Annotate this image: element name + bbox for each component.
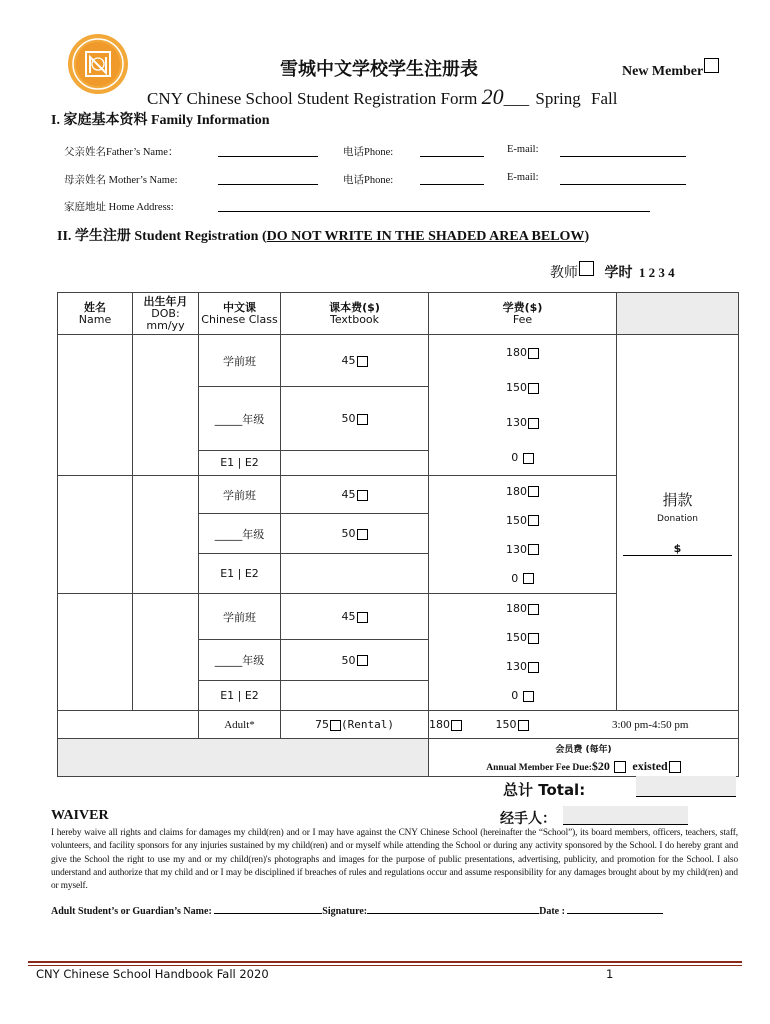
student1-book-50[interactable] — [281, 387, 429, 451]
donation-currency: $ — [673, 542, 682, 555]
fee-value: 180 — [506, 602, 527, 615]
fee-checkbox[interactable] — [528, 486, 539, 497]
handler-field[interactable] — [563, 806, 688, 825]
member-fee-cn: 会员费 (每年) — [555, 744, 612, 755]
student3-fee-0[interactable] — [429, 689, 616, 702]
address-field[interactable] — [218, 211, 650, 212]
student3-fee-130[interactable] — [429, 660, 616, 673]
form-year-blank[interactable]: ___ — [503, 89, 530, 108]
student3-book-45-checkbox[interactable] — [357, 612, 368, 623]
member-fee-line — [429, 759, 738, 774]
student2-book-blank — [281, 554, 429, 594]
fee-checkbox[interactable] — [528, 515, 539, 526]
member-fee-cell — [429, 739, 739, 777]
header-class — [199, 293, 281, 335]
fee-checkbox[interactable] — [523, 573, 534, 584]
spring-option[interactable]: Spring — [535, 89, 581, 108]
teacher-hours-row — [550, 261, 675, 282]
header-name-en: Name — [78, 312, 112, 326]
header-class-en: Chinese Class — [201, 312, 278, 326]
student3-book-45-value: 45 — [341, 610, 356, 624]
fee-value: 130 — [506, 542, 527, 556]
father-phone-label: 电话Phone: — [343, 147, 394, 158]
fee-value: 150 — [506, 631, 527, 644]
adult-rental-label: (Rental) — [341, 718, 394, 731]
member-fee-row — [58, 739, 739, 777]
signature-line: Adult Student’s or Guardian’s Name: Signature: Date : — [51, 906, 663, 917]
donation-en: Donation — [657, 514, 698, 524]
signature-label: Signature — [322, 906, 364, 917]
student1-book-45-checkbox[interactable] — [357, 356, 368, 367]
fall-option[interactable]: Fall — [590, 89, 618, 108]
adult-fee-cell — [429, 711, 739, 739]
donation-amount-line[interactable] — [623, 542, 732, 556]
student2-dob-cell[interactable] — [133, 476, 199, 594]
student1-book-blank — [281, 450, 429, 475]
member-fee-label: Annual Member Fee Due: — [486, 762, 592, 773]
total-shaded-box[interactable] — [636, 776, 736, 797]
total-label: 总计 Total: — [503, 781, 586, 799]
adult-label: Adult* — [199, 711, 281, 739]
father-email-field[interactable] — [560, 156, 686, 157]
student2-book-50-value: 50 — [341, 527, 356, 540]
signature-field[interactable] — [367, 913, 539, 914]
student3-class-e1e2[interactable]: E1 | E2 — [199, 680, 281, 710]
new-member-label — [622, 58, 719, 80]
fee-value: 0 — [511, 451, 519, 464]
mother-email-label: E-mail: — [507, 172, 539, 183]
student1-book-50-checkbox[interactable] — [357, 414, 368, 425]
father-name-field[interactable] — [218, 156, 318, 157]
adult-time: 3:00 pm-4:50 pm — [612, 719, 689, 731]
student1-class-grade[interactable]: _____年级 — [199, 387, 281, 451]
header-textbook-en: Textbook — [329, 312, 380, 326]
student2-fee-0[interactable] — [429, 572, 616, 585]
adult-rental-cell[interactable] — [281, 711, 429, 739]
student2-fee-cell — [429, 476, 617, 594]
new-member-checkbox[interactable] — [704, 58, 719, 73]
header-dob-en: DOB: — [151, 306, 180, 320]
father-label: 父亲姓名Father’s Name： — [64, 147, 179, 158]
new-member-text: New Member — [622, 64, 704, 79]
footer-page-number: 1 — [606, 967, 614, 981]
teacher-checkbox[interactable] — [579, 261, 594, 276]
adult-fee2-value: 150 — [495, 718, 517, 731]
student1-fee-130[interactable] — [429, 416, 616, 429]
form-title-text: CNY Chinese School Student Registration Form — [147, 89, 478, 108]
footer-rule-thin — [28, 965, 742, 966]
adult-fee1-checkbox[interactable] — [451, 720, 462, 731]
student3-name-cell[interactable] — [58, 594, 133, 711]
header-textbook — [281, 293, 429, 335]
handler-label: 经手人： — [500, 811, 556, 827]
member-existed-checkbox[interactable] — [669, 761, 681, 773]
adult-fee2-checkbox[interactable] — [518, 720, 529, 731]
adult-rental-price: 75 — [315, 718, 329, 731]
date-field[interactable] — [567, 913, 663, 914]
header-name-cn: 姓名 — [84, 300, 106, 314]
header-shaded — [617, 293, 739, 335]
student3-book-blank — [281, 680, 429, 710]
donation-cn: 捐款 — [662, 491, 693, 509]
fee-value: 180 — [506, 346, 527, 359]
student1-fee-0[interactable] — [429, 451, 616, 464]
student1-book-50-value: 50 — [341, 412, 356, 426]
teacher-label: 教师 — [550, 265, 578, 281]
student2-class-grade[interactable]: _____年级 — [199, 514, 281, 554]
student2-fee-130[interactable] — [429, 543, 616, 556]
mother-label: 母亲姓名 Mother’s Name: — [64, 175, 178, 186]
table-row — [58, 335, 739, 387]
footer-rule — [28, 961, 742, 963]
adult-fee-180[interactable] — [429, 718, 462, 731]
mother-email-field[interactable] — [560, 184, 686, 185]
adult-fee1-value: 180 — [429, 718, 450, 731]
student2-class-preschool[interactable]: 学前班 — [199, 476, 281, 514]
student3-book-50-checkbox[interactable] — [357, 655, 368, 666]
guardian-name-label: Adult Student’s or Guardian’s Name — [51, 906, 209, 917]
student3-class-preschool[interactable]: 学前班 — [199, 594, 281, 640]
form-title — [147, 84, 617, 110]
member-fee-checkbox[interactable] — [614, 761, 626, 773]
fee-value: 150 — [506, 381, 527, 394]
header-fee — [429, 293, 617, 335]
adult-fee-150[interactable] — [496, 718, 529, 731]
header-textbook-cn: 课本费($) — [329, 300, 380, 314]
fee-checkbox[interactable] — [528, 383, 539, 394]
student2-name-cell[interactable] — [58, 476, 133, 594]
adult-row — [58, 711, 739, 739]
donation-cell[interactable] — [617, 335, 739, 711]
adult-rental-checkbox[interactable] — [330, 720, 341, 731]
header-dob-format: mm/yy — [146, 318, 185, 332]
student3-fee-180[interactable] — [429, 602, 616, 615]
father-email-label: E-mail: — [507, 144, 539, 155]
student2-book-50[interactable] — [281, 514, 429, 554]
member-existed-label: existed — [632, 758, 668, 773]
class-hours-numbers[interactable]: 1 2 3 4 — [638, 265, 675, 280]
student2-book-45-value: 45 — [341, 488, 356, 501]
class-hours-label: 学时 — [604, 265, 633, 281]
student2-class-e1e2[interactable]: E1 | E2 — [199, 554, 281, 594]
father-phone-field[interactable] — [420, 156, 484, 157]
student1-fee-150[interactable] — [429, 381, 616, 394]
form-year: 20 — [481, 84, 504, 109]
student3-fee-cell — [429, 594, 617, 711]
date-label: Date : — [539, 906, 565, 917]
student1-book-45[interactable] — [281, 335, 429, 387]
student1-fee-180[interactable] — [429, 346, 616, 359]
student1-book-45-value: 45 — [341, 354, 356, 368]
address-label: 家庭地址 Home Address: — [64, 202, 174, 213]
registration-table — [57, 292, 739, 777]
student1-class-preschool[interactable]: 学前班 — [199, 335, 281, 387]
student2-book-45[interactable] — [281, 476, 429, 514]
header-fee-en: Fee — [512, 312, 533, 326]
student1-dob-cell[interactable] — [133, 335, 199, 476]
student1-fee-cell — [429, 335, 617, 476]
adult-name-cell[interactable] — [58, 711, 199, 739]
student1-class-e1e2[interactable]: E1 | E2 — [199, 450, 281, 475]
header-fee-cn: 学费($) — [502, 300, 543, 314]
fee-checkbox[interactable] — [528, 633, 539, 644]
header-dob-cn: 出生年月 — [143, 294, 188, 308]
registration-heading — [57, 225, 589, 245]
waiver-text: I hereby waive all rights and claims for damages my child(ren) and or I may have against the CNY Chinese School (hereinafter the “School”), its board members, officers, teachers, staff, volunteers, and facility sponsors for any injuries sustained by my child(ren) and or myself while attending the School or during any activity sponsored by the School. I do hereby grant and give the School the right to use my and or my child(ren)'s photographs and images for the purpose of public presentations, advertising, publicity, and promotion for the School. I also understand and authorize that my child and or I may be disciplined if breaches of rules and regulations occur and assume responsibility for any damages brought about by my child(ren) and or myself. — [51, 828, 738, 892]
student3-dob-cell[interactable] — [133, 594, 199, 711]
fee-value: 130 — [506, 660, 527, 673]
fee-value: 0 — [511, 689, 519, 702]
school-logo — [67, 33, 129, 95]
student2-fee-180[interactable] — [429, 485, 616, 498]
mother-name-field[interactable] — [218, 184, 318, 185]
page-title-cn: 雪城中文学校学生注册表 — [280, 59, 478, 80]
footer-handbook: CNY Chinese School Handbook Fall 2020 — [36, 967, 269, 981]
family-heading: I. 家庭基本资料 Family Information — [51, 113, 270, 128]
mother-phone-label: 电话Phone: — [343, 175, 394, 186]
fee-checkbox[interactable] — [528, 662, 539, 673]
header-name — [58, 293, 133, 335]
mother-phone-field[interactable] — [420, 184, 484, 185]
fee-value: 150 — [506, 513, 527, 527]
fee-checkbox[interactable] — [528, 544, 539, 555]
student2-book-50-checkbox[interactable] — [357, 529, 368, 540]
student3-fee-150[interactable] — [429, 631, 616, 644]
table-header-row — [58, 293, 739, 335]
student3-book-50[interactable] — [281, 640, 429, 680]
header-class-cn: 中文课 — [223, 300, 256, 314]
guardian-name-field[interactable] — [214, 913, 322, 914]
student3-book-45[interactable] — [281, 594, 429, 640]
fee-checkbox[interactable] — [523, 691, 534, 702]
header-dob — [133, 293, 199, 335]
member-fee-amount: $20 — [591, 758, 610, 773]
fee-checkbox[interactable] — [523, 453, 534, 464]
fee-value: 130 — [506, 416, 527, 429]
fee-checkbox[interactable] — [528, 348, 539, 359]
fee-checkbox[interactable] — [528, 418, 539, 429]
student2-fee-150[interactable] — [429, 514, 616, 527]
student1-name-cell[interactable] — [58, 335, 133, 476]
registration-heading-text: II. 学生注册 Student Registration ( — [57, 229, 267, 244]
waiver-title: WAIVER — [51, 808, 109, 823]
fee-checkbox[interactable] — [528, 604, 539, 615]
fee-value: 0 — [511, 571, 519, 585]
fee-value: 180 — [506, 484, 527, 498]
do-not-write-note: DO NOT WRITE IN THE SHADED AREA BELOW — [266, 229, 585, 244]
student3-class-grade[interactable]: _____年级 — [199, 640, 281, 680]
member-shaded-area — [58, 739, 429, 777]
student3-book-50-value: 50 — [341, 653, 356, 667]
student2-book-45-checkbox[interactable] — [357, 490, 368, 501]
registration-heading-close: ) — [584, 229, 590, 244]
